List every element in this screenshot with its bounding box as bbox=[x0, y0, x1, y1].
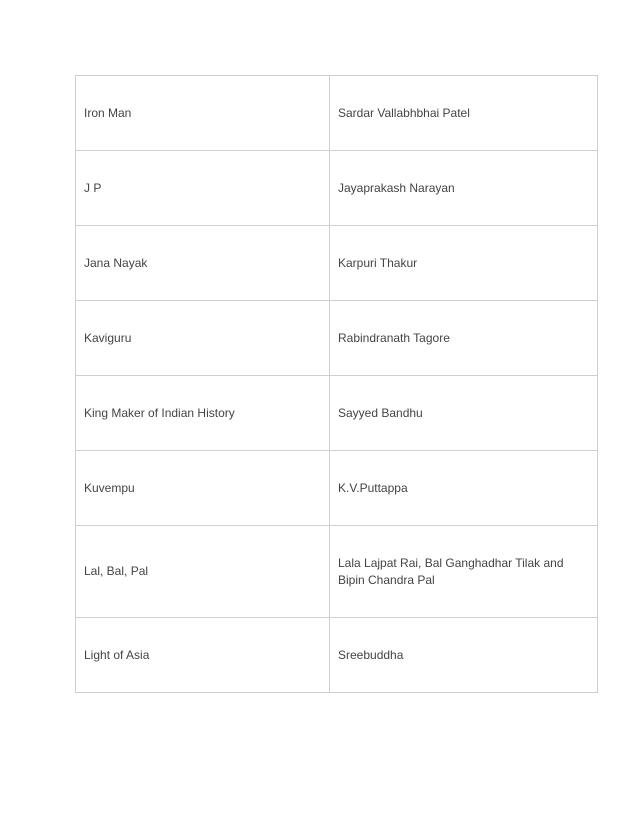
table-row bbox=[76, 301, 598, 376]
nickname-cell: J P bbox=[76, 151, 330, 226]
person-cell: Karpuri Thakur bbox=[330, 226, 598, 301]
table-row bbox=[76, 76, 598, 151]
person-cell-line: Lala Lajpat Rai, Bal Ganghadhar Tilak and bbox=[338, 555, 564, 570]
table-row bbox=[76, 376, 598, 451]
table-row bbox=[76, 618, 598, 693]
person-cell: K.V.Puttappa bbox=[330, 451, 598, 526]
person-cell: Jayaprakash Narayan bbox=[330, 151, 598, 226]
nickname-cell: Jana Nayak bbox=[76, 226, 330, 301]
person-cell: Sreebuddha bbox=[330, 618, 598, 693]
person-cell bbox=[330, 526, 598, 618]
nicknames-table bbox=[75, 75, 598, 693]
person-cell: Rabindranath Tagore bbox=[330, 301, 598, 376]
table-row bbox=[76, 151, 598, 226]
table-row bbox=[76, 226, 598, 301]
nickname-cell: Kaviguru bbox=[76, 301, 330, 376]
table-row bbox=[76, 526, 598, 618]
document-table-container bbox=[75, 75, 564, 693]
nickname-cell: King Maker of Indian History bbox=[76, 376, 330, 451]
nickname-cell: Lal, Bal, Pal bbox=[76, 526, 330, 618]
person-cell-line: Bipin Chandra Pal bbox=[338, 572, 435, 587]
nickname-cell: Iron Man bbox=[76, 76, 330, 151]
person-cell: Sardar Vallabhbhai Patel bbox=[330, 76, 598, 151]
table-row bbox=[76, 451, 598, 526]
nickname-cell: Kuvempu bbox=[76, 451, 330, 526]
nickname-cell: Light of Asia bbox=[76, 618, 330, 693]
person-cell: Sayyed Bandhu bbox=[330, 376, 598, 451]
